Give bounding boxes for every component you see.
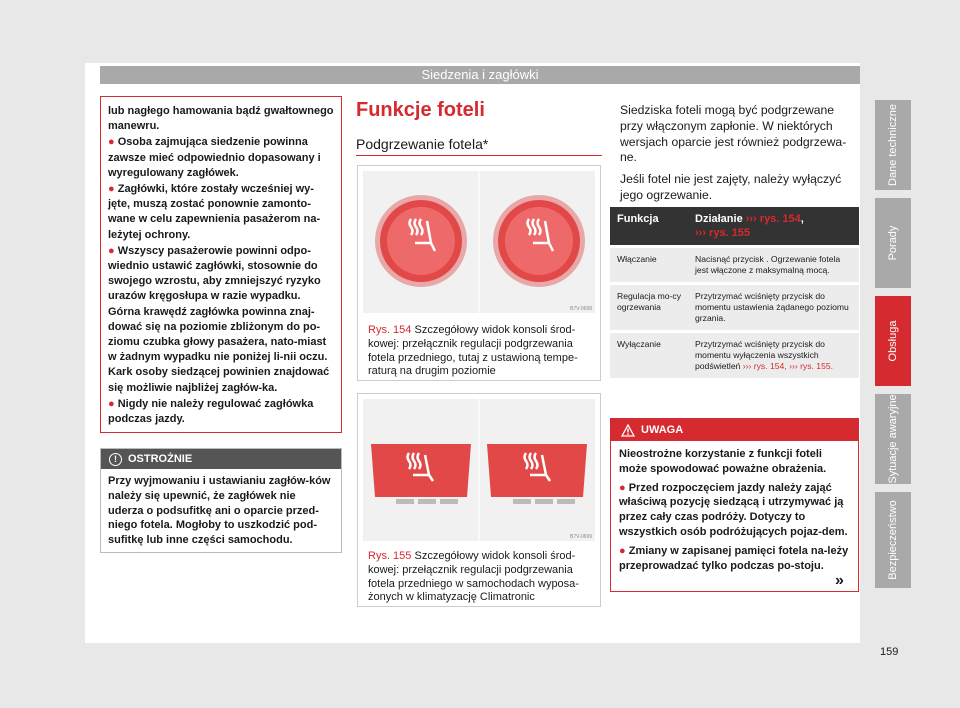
table-row xyxy=(610,284,859,332)
list-item: ● Zmiany w zapisanej pamięci fotela na-leży przeprowadzać tylko podczas po-stoju. xyxy=(619,544,849,572)
page-header: Siedzenia i zagłówki xyxy=(100,66,860,84)
function-table xyxy=(610,207,859,378)
table-cell: Przytrzymać wciśnięty przycisk do momentu ustawienia żądanego poziomu grzania. xyxy=(688,284,859,332)
list-item: ● Wszyscy pasażerowie powinni odpo-wiednio ustawić zagłówki, stosownie do swojego wzrostu, aby zmniejszyć ryzyko urazów kręgosłupa w razie wypadku. Górna krawędź zagłówka powinna znaj-dować się na poziomie zbliżonym do po-ziomu czubka głowy pasażera, nato-miast w żadnym wypadku nie poniżej li-nii oczu. Kark osoby siedzącej powinien znajdować się możliwie najbliżej zagłów-ka. xyxy=(108,244,330,394)
section-subtitle: Podgrzewanie fotela* xyxy=(356,136,489,152)
warning-triangle-icon xyxy=(621,424,635,437)
bullet-icon: ● xyxy=(619,481,626,494)
bullet-icon: ● xyxy=(619,544,626,557)
table-header: Funkcja xyxy=(610,207,688,247)
table-header: Działanie ››› rys. 154, ››› rys. 155 xyxy=(688,207,859,247)
figure-image xyxy=(363,171,595,313)
table-cell: Regulacja mo-cy ogrzewania xyxy=(610,284,688,332)
table-header-row xyxy=(610,207,859,247)
tab-bezpieczenstwo[interactable]: Bezpieczeństwo xyxy=(875,492,911,588)
list-item: ● Przed rozpoczęciem jazdy należy zająć właściwą pozycję siedzącą i utrzymywać ją przez cały czas podróży. Dotyczy to wszystkich osób podróżujących pojaz-dem. xyxy=(619,481,848,538)
figure-code: B7V-0698 xyxy=(570,306,592,312)
intro-text: lub nagłego hamowania bądź gwałtownego manewru. xyxy=(108,105,334,133)
bullet-icon: ● xyxy=(108,397,115,410)
figure-code: B7V-0699 xyxy=(570,534,592,540)
list-item: ● Osoba zajmująca siedzenie powinna zawsze mieć odpowiednio dopasowany i wyregulowany zagłówek. xyxy=(108,136,321,179)
caution-header: ! OSTROŻNIE xyxy=(101,449,341,469)
danger-text: Nieostrożne korzystanie z funkcji foteli może spowodować poważne obrażenia. ● Przed rozpoczęciem jazdy należy zająć właściwą pozycję siedzącą i utrzymywać ją przez cały czas podróży. Dotyczy to wszystkich osób podróżujących pojaz-dem. ● Zmiany w zapisanej pamięci fotela na-leży przeprowadzać tylko podczas po-stoju. xyxy=(619,448,849,572)
caution-text: Przy wyjmowaniu i ustawianiu zagłów-ków należy się upewnić, że zagłówek nie uderza o podsufitkę ani o oparcie przed-niego fotela. Mogłoby to uszkodzić pod-sufitkę lub inne części samochodu. xyxy=(108,475,331,547)
bullet-icon: ● xyxy=(108,244,115,257)
figure-caption: Rys. 154 Szczegółowy widok konsoli środ-kowej: przełącznik regulacji podgrzewania fotela przedniego, tutaj z ustawioną tempe-raturą na drugim poziomie xyxy=(368,324,578,378)
paragraph: Jeśli fotel nie jest zajęty, należy wyłączyć jego ogrzewanie. xyxy=(620,172,842,202)
table-cell: Wyłączanie xyxy=(610,332,688,379)
bullet-icon: ● xyxy=(108,136,115,149)
heated-seat-buttons-illustration xyxy=(363,171,595,313)
danger-box xyxy=(610,418,859,592)
figure-155 xyxy=(357,393,601,607)
table-row xyxy=(610,247,859,284)
figure-154 xyxy=(357,165,601,381)
table-cell: Nacisnąć przycisk . Ogrzewanie fotela jest włączone z maksymalną mocą. xyxy=(688,247,859,284)
continue-arrow-icon: » xyxy=(835,572,844,589)
safety-box xyxy=(100,96,342,433)
divider xyxy=(356,155,602,156)
climatronic-heated-seat-buttons-illustration xyxy=(363,399,595,541)
bullet-icon: ● xyxy=(108,183,115,196)
warning-circle-icon: ! xyxy=(109,453,122,466)
figure-image xyxy=(363,399,595,541)
table-cell: Włączanie xyxy=(610,247,688,284)
danger-header: UWAGA xyxy=(611,419,858,441)
paragraph: Siedziska foteli mogą być podgrzewane przy włączonym zapłonie. W niektórych wersjach oparcie jest również podgrzewa-ne. xyxy=(620,103,847,165)
table-cell: Przytrzymać wciśnięty przycisk do momentu wyłączenia wszystkich podświetleń ››› rys. 154, ››› rys. 155. xyxy=(688,332,859,379)
section-title: Funkcje foteli xyxy=(356,99,485,121)
tab-sytuacje-awaryjne[interactable]: Sytuacje awaryjne xyxy=(875,394,911,484)
list-item: ● Zagłówki, które zostały wcześniej wy-jęte, muszą zostać ponownie zamonto-wane w celu zapewnienia pasażerom na-leżytej ochrony. xyxy=(108,183,321,241)
tab-obsluga[interactable]: Obsługa xyxy=(875,296,911,386)
table-row xyxy=(610,332,859,379)
page-number: 159 xyxy=(880,646,899,658)
caution-box xyxy=(100,448,342,553)
tab-dane-techniczne[interactable]: Dane techniczne xyxy=(875,100,911,190)
tab-porady[interactable]: Porady xyxy=(875,198,911,288)
right-text xyxy=(620,103,852,210)
figure-caption: Rys. 155 Szczegółowy widok konsoli środ-kowej: przełącznik regulacji podgrzewania fotela przedniego w samochodach wyposa-żonych w klimatyzację Climatronic xyxy=(368,550,579,604)
list-item: ● Nigdy nie należy regulować zagłówka podczas jazdy. xyxy=(108,397,314,426)
